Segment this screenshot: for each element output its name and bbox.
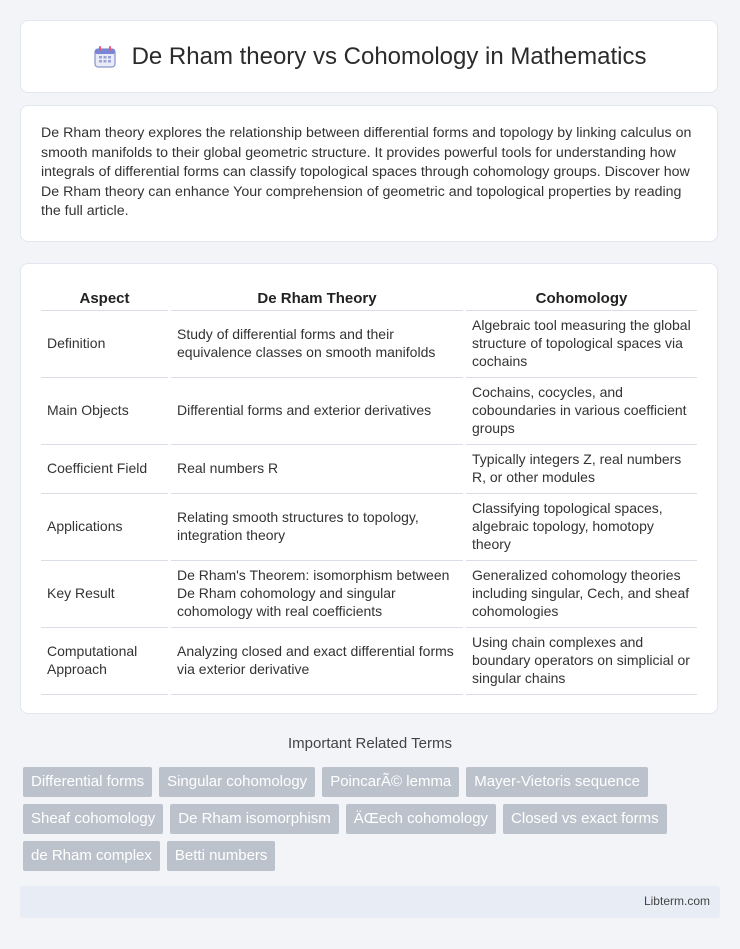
cell-cohomology: Using chain complexes and boundary operators on simplicial or singular chains: [466, 628, 697, 695]
footer-site-link[interactable]: Libterm.com: [643, 894, 710, 908]
cell-cohomology: Cochains, cocycles, and coboundaries in various coefficient groups: [466, 378, 697, 445]
cell-cohomology: Generalized cohomology theories including singular, Cech, and sheaf cohomologies: [466, 561, 697, 628]
related-term-tag[interactable]: Mayer-Vietoris sequence: [466, 767, 648, 797]
footer: [20, 886, 720, 918]
intro-text: De Rham theory explores the relationship between differential forms and topology by linking calculus on smooth manifolds to their global geometric structure. It provides powerful tools for understanding how integrals of differential forms can classify topological spaces through cohomology groups. Discover how De Rham theory can enhance Your comprehension of geometric and topological properties by reading the full article.: [41, 125, 692, 220]
related-term-tag[interactable]: de Rham complex: [23, 841, 160, 871]
comparison-table: [38, 284, 700, 695]
calendar-icon: [92, 44, 118, 70]
table-row: [41, 561, 697, 628]
related-term-tag[interactable]: Singular cohomology: [159, 767, 315, 797]
comparison-card: [20, 263, 718, 714]
cell-aspect: Main Objects: [41, 378, 168, 445]
cell-aspect: Key Result: [41, 561, 168, 628]
cell-cohomology: Typically integers Z, real numbers R, or other modules: [466, 445, 697, 494]
cell-aspect: Coefficient Field: [41, 445, 168, 494]
cell-cohomology: Classifying topological spaces, algebraic topology, homotopy theory: [466, 494, 697, 561]
table-row: [41, 628, 697, 695]
cell-aspect: Applications: [41, 494, 168, 561]
cell-de-rham: Relating smooth structures to topology, integration theory: [171, 494, 463, 561]
table-row: [41, 494, 697, 561]
cell-aspect: Computational Approach: [41, 628, 168, 695]
cell-de-rham: De Rham's Theorem: isomorphism between De Rham cohomology and singular cohomology with real coefficients: [171, 561, 463, 628]
cell-de-rham: Analyzing closed and exact differential forms via exterior derivative: [171, 628, 463, 695]
table-row: [41, 378, 697, 445]
related-term-tag[interactable]: PoincarÃ© lemma: [322, 767, 459, 797]
related-term-tag[interactable]: Closed vs exact forms: [503, 804, 667, 834]
related-term-tag[interactable]: Differential forms: [23, 767, 152, 797]
related-term-tag[interactable]: Sheaf cohomology: [23, 804, 163, 834]
table-row: [41, 445, 697, 494]
table-header-row: [41, 284, 697, 311]
header-de-rham: De Rham Theory: [171, 284, 463, 311]
cell-de-rham: Differential forms and exterior derivatives: [171, 378, 463, 445]
page-title: De Rham theory vs Cohomology in Mathematics: [131, 42, 647, 70]
related-term-tag[interactable]: ÄŒech cohomology: [346, 804, 496, 834]
header-card: [20, 20, 718, 93]
related-term-tag[interactable]: Betti numbers: [167, 841, 276, 871]
header-aspect: Aspect: [41, 284, 168, 311]
related-terms-title: Important Related Terms: [288, 735, 452, 752]
header-cohomology: Cohomology: [466, 284, 697, 311]
related-terms-list: [23, 767, 723, 871]
intro-card: [20, 105, 718, 242]
cell-cohomology: Algebraic tool measuring the global structure of topological spaces via cochains: [466, 311, 697, 378]
cell-de-rham: Real numbers R: [171, 445, 463, 494]
related-term-tag[interactable]: De Rham isomorphism: [170, 804, 339, 834]
cell-aspect: Definition: [41, 311, 168, 378]
table-row: [41, 311, 697, 378]
cell-de-rham: Study of differential forms and their equivalence classes on smooth manifolds: [171, 311, 463, 378]
